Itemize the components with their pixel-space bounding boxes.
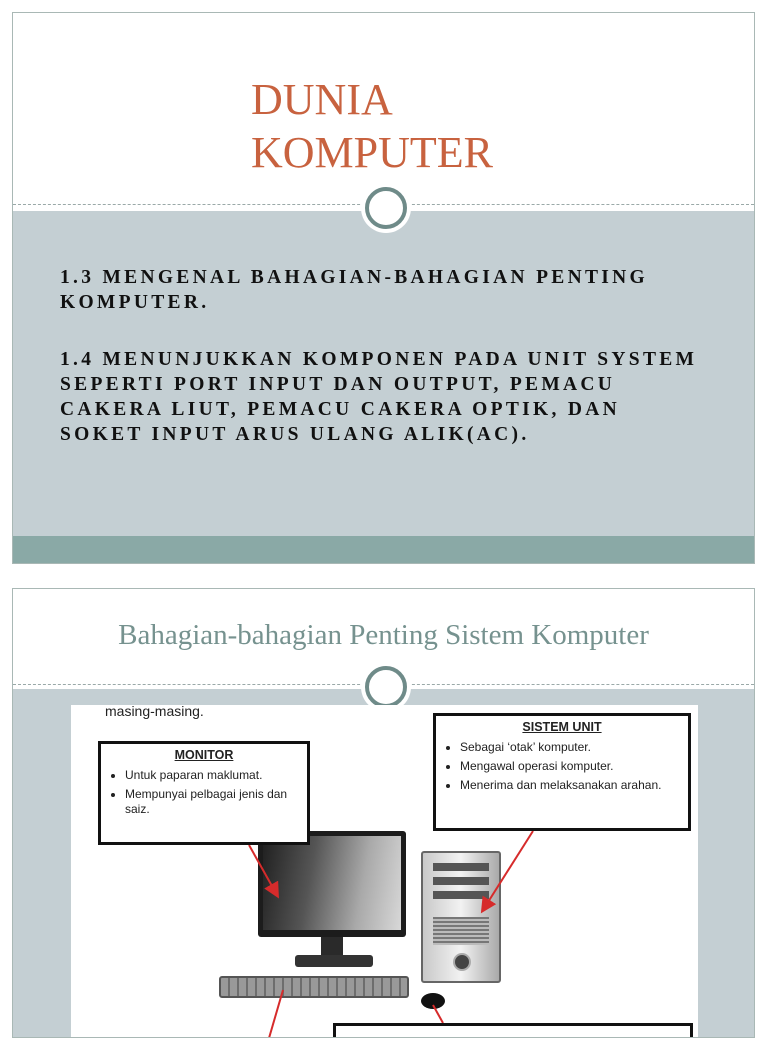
bottom-callout — [333, 1023, 693, 1038]
slide-1 — [12, 12, 755, 564]
objectives-list — [60, 265, 710, 479]
keyboard-arrow — [267, 990, 283, 1038]
monitor-point-2: • Mempunyai pelbagai jenis dan saiz. — [125, 787, 307, 817]
slide-divider-ring-icon — [365, 666, 407, 708]
mouse-arrow — [433, 1005, 443, 1023]
slide-2 — [12, 588, 755, 1038]
monitor-callout — [98, 741, 310, 845]
caption-text: masing-masing. — [105, 703, 204, 719]
computer-diagram — [71, 705, 698, 1038]
slide-2-title: Bahagian-bahagian Penting Sistem Komputer — [118, 619, 649, 651]
system-unit-heading: SISTEM UNIT — [522, 720, 602, 734]
system-unit-point-3: • Menerima dan melaksanakan arahan. — [460, 778, 688, 793]
system-unit-callout — [433, 713, 691, 831]
monitor-arrow — [249, 845, 277, 895]
monitor-point-1: • Untuk paparan maklumat. — [125, 768, 307, 783]
objective-1-4: 1.4 MENUNJUKKAN KOMPONEN PADA UNIT SYSTEM SEPERTI PORT INPUT DAN OUTPUT, PEMACU CAKERA LIUT, PEMACU CAKERA OPTIK, DAN SOKET INPUT ARUS ULANG ALIK(AC). — [60, 349, 698, 445]
footer-bar — [13, 536, 754, 564]
system-unit-point-2: • Mengawal operasi komputer. — [460, 759, 688, 774]
system-unit-arrow — [483, 831, 533, 910]
objective-1-3: 1.3 MENGENAL BAHAGIAN-BAHAGIAN PENTING KOMPUTER. — [60, 267, 649, 313]
monitor-heading: MONITOR — [174, 748, 234, 762]
title-line-2: KOMPUTER — [251, 128, 494, 177]
slide-divider-ring-icon — [365, 187, 407, 229]
slide-1-title — [251, 73, 493, 179]
title-line-1: DUNIA — [251, 75, 393, 124]
system-unit-point-1: • Sebagai ‘otak’ komputer. — [460, 740, 688, 755]
